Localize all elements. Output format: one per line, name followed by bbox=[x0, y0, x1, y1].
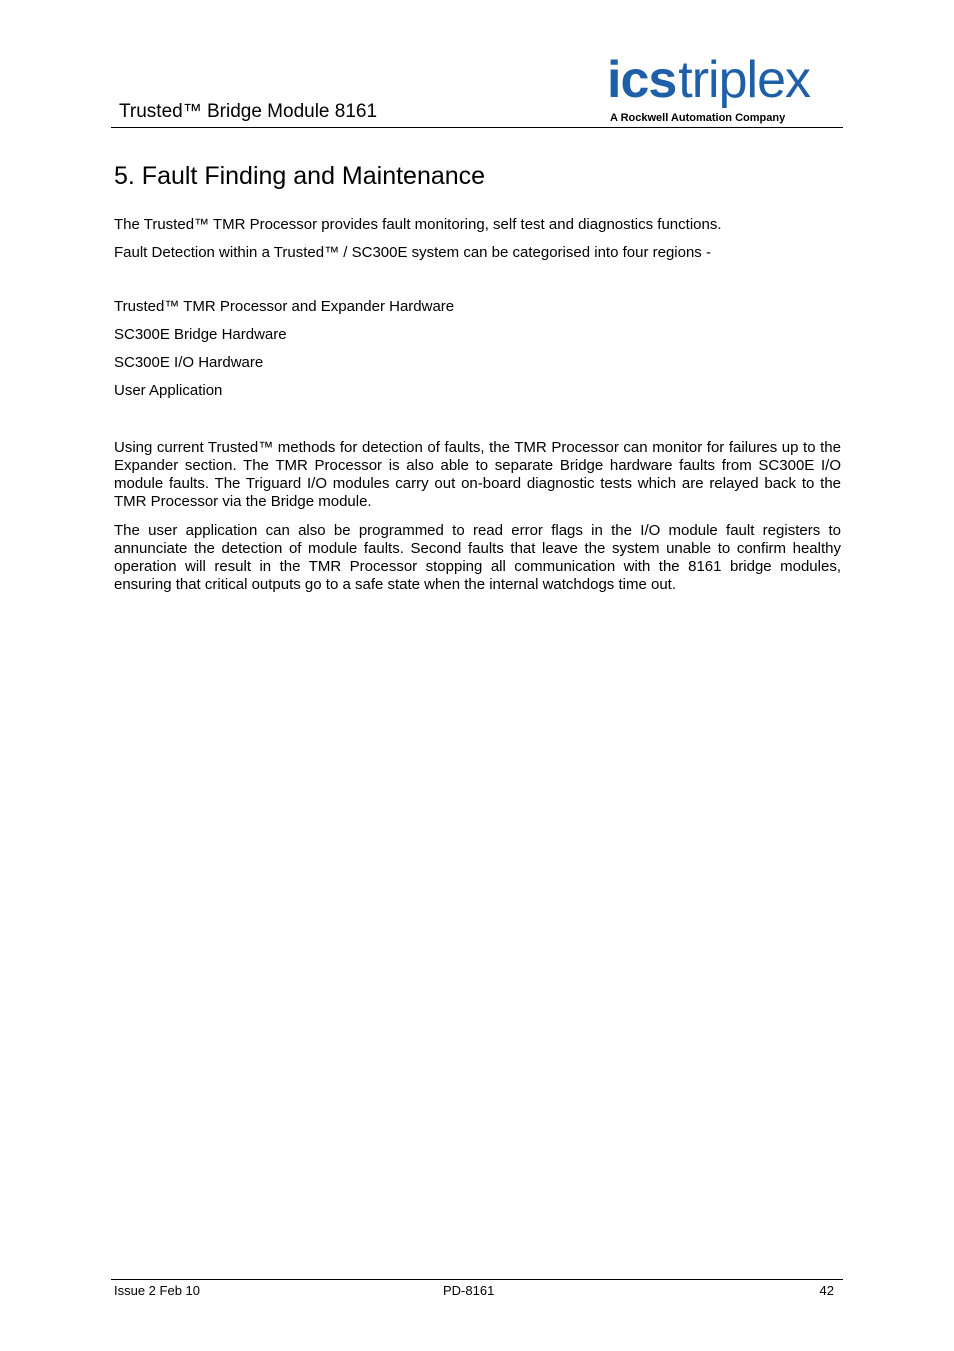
footer-page-number: 42 bbox=[819, 1283, 834, 1298]
list-item: SC300E Bridge Hardware bbox=[114, 326, 287, 343]
logo-tagline bbox=[610, 111, 785, 125]
list-item: User Application bbox=[114, 382, 223, 399]
logo-tagline-brand: Rockwell Automation bbox=[620, 112, 733, 124]
company-logo bbox=[607, 50, 847, 128]
footer-issue: Issue 2 Feb 10 bbox=[114, 1283, 200, 1298]
fault-region-list bbox=[114, 298, 454, 410]
footer-doc-id: PD-8161 bbox=[443, 1283, 495, 1298]
list-item: SC300E I/O Hardware bbox=[114, 354, 264, 371]
footer-divider bbox=[111, 1279, 843, 1280]
user-application-paragraph: The user application can also be programmed to read error flags in the I/O module fault registers to annunciate the detection of module faults. Second faults that leave the system unable to confirm healthy operation will result in the TMR Processor stopping all communication with the 8161 bridge modules, ensuring that critical outputs go to a safe state when the internal watchdogs time out. bbox=[114, 522, 841, 593]
logo-tagline-prefix: A bbox=[610, 112, 621, 124]
logo-tagline-suffix: Company bbox=[732, 112, 786, 124]
section-heading: 5. Fault Finding and Maintenance bbox=[114, 162, 486, 190]
logo-wordmark bbox=[607, 50, 810, 110]
header-divider bbox=[111, 127, 843, 128]
logo-triplex: triplex bbox=[678, 51, 811, 109]
list-item: Trusted™ TMR Processor and Expander Hardware bbox=[114, 298, 455, 315]
fault-methods-paragraph: Using current Trusted™ methods for detection of faults, the TMR Processor can monitor for failures up to the Expander section. The TMR Processor is also able to separate Bridge hardware faults from SC300E I/O module faults. The Triguard I/O modules carry out on-board diagnostic tests which are relayed back to the TMR Processor via the Bridge module. bbox=[114, 439, 841, 510]
logo-ics: ics bbox=[607, 51, 677, 109]
header-title: Trusted™ Bridge Module 8161 bbox=[119, 101, 378, 122]
regions-intro-paragraph: Fault Detection within a Trusted™ / SC300E system can be categorised into four regions - bbox=[114, 244, 711, 261]
intro-paragraph: The Trusted™ TMR Processor provides fault monitoring, self test and diagnostics functions. bbox=[114, 216, 722, 233]
